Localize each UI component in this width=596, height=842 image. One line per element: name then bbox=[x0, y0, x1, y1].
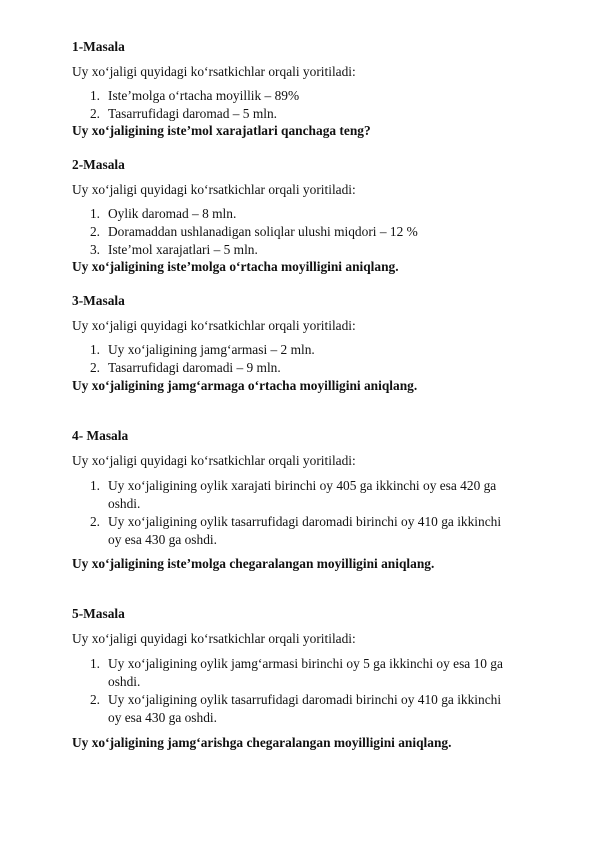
problem-1-item-2-number: 2. bbox=[89, 106, 100, 121]
problem-5-item-1-text-line-1: Uy xo‘jaligining oylik jamg‘armasi birinchi oy 5 ga ikkinchi oy esa 10 ga bbox=[108, 656, 503, 671]
problem-5-question: Uy xo‘jaligining jamg‘arishga chegaralangan moyilligini aniqlang. bbox=[72, 735, 452, 750]
problem-5-item-2-text-line-1: Uy xo‘jaligining oylik tasarrufidagi daromadi birinchi oy 410 ga ikkinchi bbox=[108, 692, 502, 707]
problem-2-question: Uy xo‘jaligining iste’molga o‘rtacha moyilligini aniqlang. bbox=[72, 259, 399, 274]
problem-2-intro: Uy xo‘jaligi quyidagi ko‘rsatkichlar orqali yoritiladi: bbox=[72, 182, 356, 197]
problem-1-question: Uy xo‘jaligining iste’mol xarajatlari qanchaga teng? bbox=[72, 123, 371, 138]
problem-4-item-1-text-line-1: Uy xo‘jaligining oylik xarajati birinchi oy 405 ga ikkinchi oy esa 420 ga bbox=[108, 478, 497, 493]
problem-3-item-2-number: 2. bbox=[89, 360, 100, 375]
problem-2-item-2-number: 2. bbox=[89, 224, 100, 239]
problem-2-item-3-number: 3. bbox=[89, 242, 100, 257]
problem-2-item-2-text: Doramaddan ushlanadigan soliqlar ulushi miqdori – 12 % bbox=[108, 224, 418, 239]
problem-2-item-1-text: Oylik daromad – 8 mln. bbox=[108, 206, 237, 221]
problem-1-intro: Uy xo‘jaligi quyidagi ko‘rsatkichlar orqali yoritiladi: bbox=[72, 64, 356, 79]
problem-2-title: 2-Masala bbox=[72, 157, 125, 172]
problem-3-intro: Uy xo‘jaligi quyidagi ko‘rsatkichlar orqali yoritiladi: bbox=[72, 318, 356, 333]
problem-3-item-1-text: Uy xo‘jaligining jamg‘armasi – 2 mln. bbox=[108, 342, 315, 357]
problem-4-title: 4- Masala bbox=[72, 428, 129, 443]
problem-1-item-1-number: 1. bbox=[89, 88, 100, 103]
problem-3-item-1-number: 1. bbox=[89, 342, 100, 357]
problem-4-question: Uy xo‘jaligining iste’molga chegaralangan moyilligini aniqlang. bbox=[72, 556, 435, 571]
problem-5-item-2-text-line-2: oy esa 430 ga oshdi. bbox=[108, 710, 217, 725]
problem-5-intro: Uy xo‘jaligi quyidagi ko‘rsatkichlar orqali yoritiladi: bbox=[72, 631, 356, 646]
problem-4-intro: Uy xo‘jaligi quyidagi ko‘rsatkichlar orqali yoritiladi: bbox=[72, 453, 356, 468]
problem-5-item-1-text-line-2: oshdi. bbox=[108, 674, 141, 689]
problem-2-item-3-text: Iste’mol xarajatlari – 5 mln. bbox=[108, 242, 258, 257]
problem-4-item-2-text-line-1: Uy xo‘jaligining oylik tasarrufidagi daromadi birinchi oy 410 ga ikkinchi bbox=[108, 514, 502, 529]
problem-3-item-2-text: Tasarrufidagi daromadi – 9 mln. bbox=[108, 360, 281, 375]
problem-4-item-1-text-line-2: oshdi. bbox=[108, 496, 141, 511]
problem-4-item-2-text-line-2: oy esa 430 ga oshdi. bbox=[108, 532, 217, 547]
problem-5-item-1-number: 1. bbox=[89, 656, 100, 671]
problem-5-title: 5-Masala bbox=[72, 606, 125, 621]
problem-3-title: 3-Masala bbox=[72, 293, 125, 308]
problem-4-item-2-number: 2. bbox=[89, 514, 100, 529]
problem-1-item-2-text: Tasarrufidagi daromad – 5 mln. bbox=[108, 106, 277, 121]
problem-1-title: 1-Masala bbox=[72, 39, 125, 54]
problem-2-item-1-number: 1. bbox=[89, 206, 100, 221]
problem-5-item-2-number: 2. bbox=[89, 692, 100, 707]
problem-3-question: Uy xo‘jaligining jamg‘armaga o‘rtacha moyilligini aniqlang. bbox=[72, 378, 418, 393]
problem-4-item-1-number: 1. bbox=[89, 478, 100, 493]
problem-1-item-1-text: Iste’molga o‘rtacha moyillik – 89% bbox=[108, 88, 300, 103]
